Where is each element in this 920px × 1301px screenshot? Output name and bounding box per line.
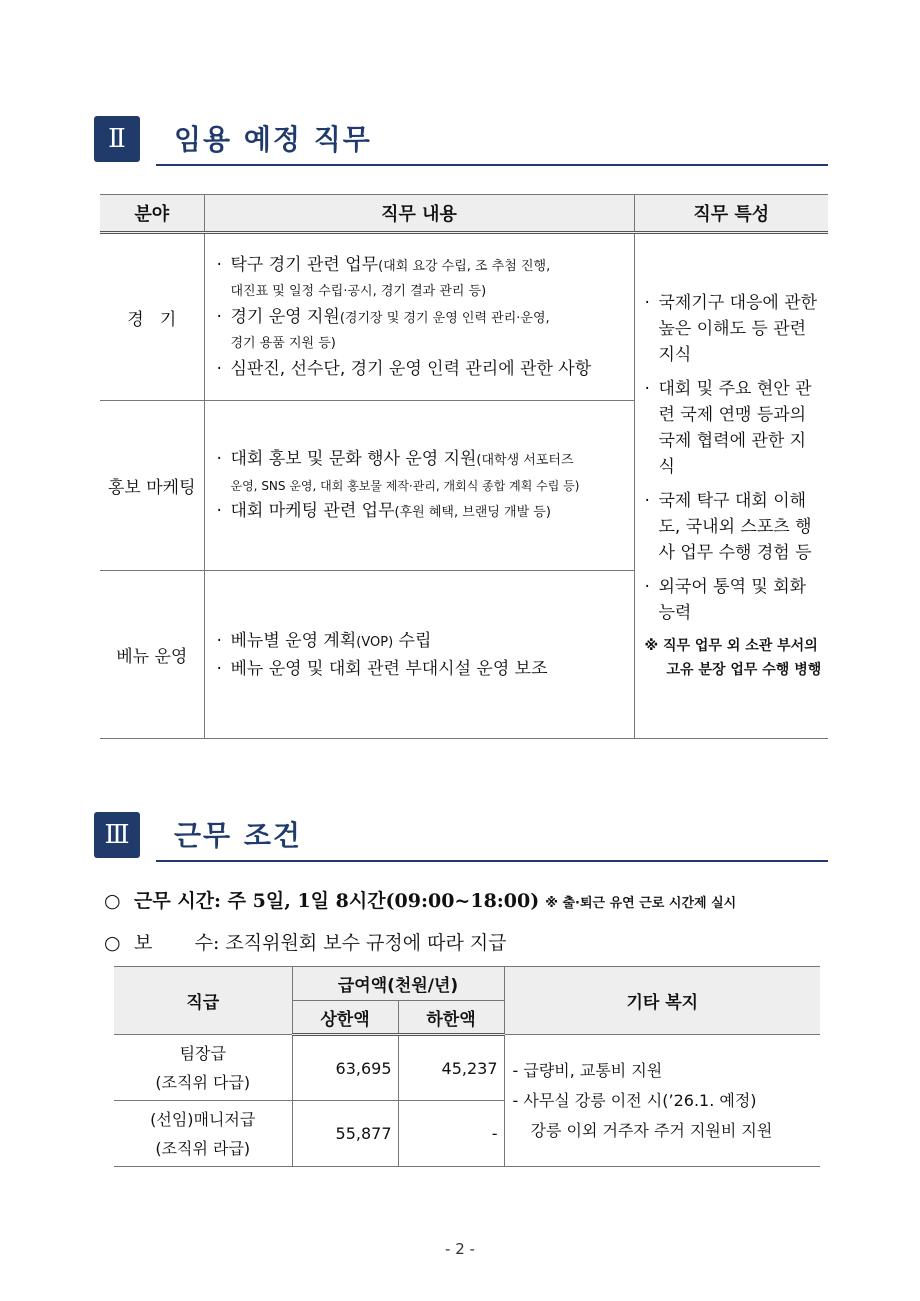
bullet-circle: ○ — [104, 932, 121, 954]
header-welfare: 기타 복지 — [504, 967, 820, 1035]
duty-item: · 베뉴별 운영 계획(VOP) 수립 — [217, 628, 628, 656]
content-venue — [204, 571, 634, 739]
field-marketing: 홍보 마케팅 — [100, 401, 204, 571]
pay-table — [114, 966, 820, 1167]
grade-cell: 팀장급 (조직위 다급) — [114, 1035, 292, 1101]
page-number: - 2 - — [445, 1240, 475, 1258]
section-2-badge: Ⅱ — [94, 116, 140, 162]
pay-condition-text: 보 수: 조직위원회 보수 규정에 따라 지급 — [134, 932, 507, 954]
upper-amount: 55,877 — [292, 1101, 398, 1167]
duty-table — [100, 194, 828, 739]
section-2-header — [94, 116, 828, 166]
characteristics-cell — [634, 233, 828, 739]
duty-item: · 심판진, 선수단, 경기 운영 인력 관리에 관한 사항 — [217, 356, 628, 382]
lower-amount: 45,237 — [398, 1035, 504, 1101]
work-hours-text: 근무 시간: 주 5일, 1일 8시간(09:00~18:00) — [134, 890, 540, 912]
header-content: 직무 내용 — [204, 195, 634, 233]
field-venue: 베뉴 운영 — [100, 571, 204, 739]
section-2-title: 임용 예정 직무 — [174, 123, 372, 156]
header-lower: 하한액 — [398, 1001, 504, 1035]
pay-condition — [104, 928, 507, 955]
char-item: · 외국어 통역 및 회화 능력 — [645, 574, 823, 626]
pay-row — [114, 1035, 820, 1101]
header-amount: 급여액(천원/년) — [292, 967, 504, 1001]
field-game: 경 기 — [100, 233, 204, 401]
section-2-rule — [156, 164, 828, 166]
header-field: 분야 — [100, 195, 204, 233]
header-grade: 직급 — [114, 967, 292, 1035]
grade-cell: (선임)매니저급 (조직위 라급) — [114, 1101, 292, 1167]
upper-amount: 63,695 — [292, 1035, 398, 1101]
header-characteristics: 직무 특성 — [634, 195, 828, 233]
work-hours-note: ※ 출·퇴근 유연 근로 시간제 실시 — [545, 896, 737, 911]
welfare-item: - 사무실 강릉 이전 시(’26.1. 예정) — [512, 1090, 757, 1110]
section-3-badge: Ⅲ — [94, 812, 140, 858]
duty-row-game — [100, 233, 828, 401]
char-item: · 대회 및 주요 현안 관련 국제 연맹 등과의 국제 협력에 관한 지식 — [645, 376, 823, 480]
duty-item-cont: 대진표 및 일정 수립·공시, 경기 결과 관리 등) — [230, 284, 487, 299]
section-3-title: 근무 조건 — [174, 819, 302, 852]
section-3-rule — [156, 860, 828, 862]
duty-item: · 경기 운영 지원(경기장 및 경기 운영 인력 관리·운영, — [217, 304, 628, 332]
duty-item: · 대회 홍보 및 문화 행사 운영 지원(대학생 서포터즈 — [217, 446, 628, 474]
welfare-item: - 급량비, 교통비 지원 — [512, 1060, 663, 1080]
duty-item-cont: 운영, SNS 운영, 대회 홍보물 제작·관리, 개회식 종합 계획 수립 등) — [230, 478, 580, 493]
lower-amount: - — [398, 1101, 504, 1167]
section-3-header — [94, 812, 828, 862]
welfare-cell — [504, 1035, 820, 1167]
duty-item: · 대회 마케팅 관련 업무(후원 혜택, 브랜딩 개발 등) — [217, 498, 628, 526]
bullet-circle: ○ — [104, 890, 121, 912]
content-game — [204, 233, 634, 401]
content-marketing — [204, 401, 634, 571]
char-item: · 국제 탁구 대회 이해도, 국내외 스포츠 행사 업무 수행 경험 등 — [645, 488, 823, 566]
char-item: · 국제기구 대응에 관한 높은 이해도 등 관련 지식 — [645, 290, 823, 368]
duty-item: · 베뉴 운영 및 대회 관련 부대시설 운영 보조 — [217, 656, 628, 682]
welfare-item-cont: 강릉 이외 거주자 주거 지원비 지원 — [530, 1120, 773, 1140]
header-upper: 상한액 — [292, 1001, 398, 1035]
work-hours — [104, 886, 736, 913]
duty-note: ※ 직무 업무 외 소관 부서의 고유 분장 업무 수행 병행 — [644, 638, 822, 678]
duty-item-cont: 경기 용품 지원 등) — [230, 336, 336, 351]
duty-item: · 탁구 경기 관련 업무(대회 요강 수립, 조 추첨 진행, — [217, 252, 628, 280]
